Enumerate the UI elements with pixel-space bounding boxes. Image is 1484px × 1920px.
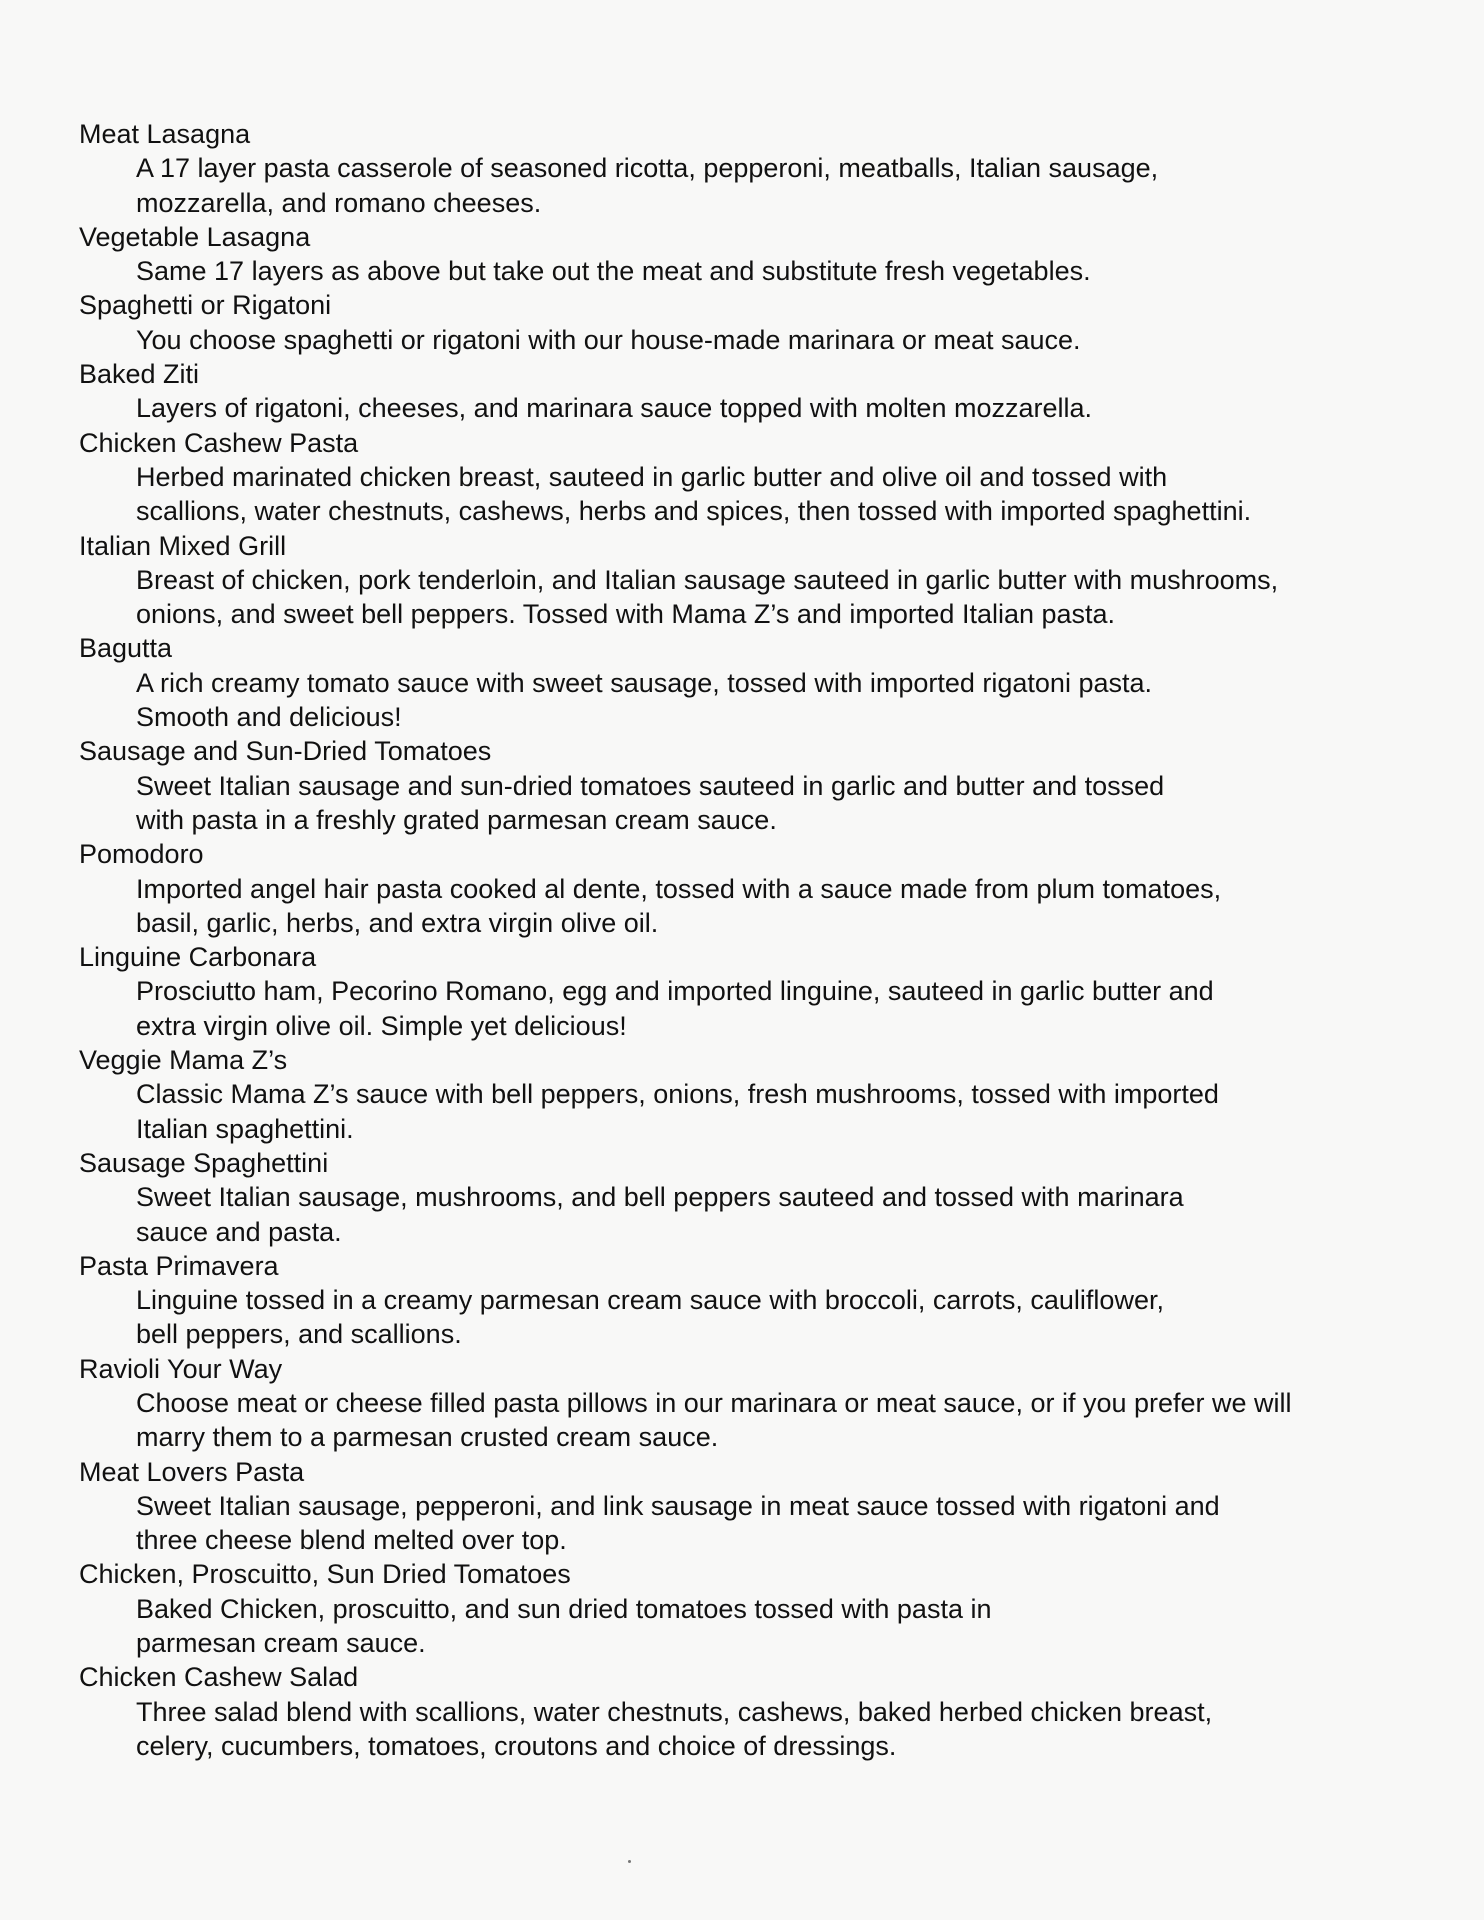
item-description: Choose meat or cheese filled pasta pillows in our marinara or meat sauce, or if you prefer we will marry them to a parmesan crusted cream sauce. [136, 1387, 1292, 1453]
menu-item [79, 631, 1419, 734]
item-description: Sweet Italian sausage and sun-dried tomatoes sauteed in garlic and butter and tossed with pasta in a freshly grated parmesan cream sauce. [136, 770, 1165, 835]
menu-item [79, 1352, 1419, 1455]
item-name: Sausage Spaghettini [79, 1147, 329, 1178]
item-name: Chicken Cashew Salad [79, 1662, 359, 1693]
item-description: You choose spaghetti or rigatoni with our house-made marinara or meat sauce. [136, 324, 1081, 355]
menu-item [79, 1455, 1419, 1558]
menu-item [79, 734, 1419, 837]
item-name: Sausage and Sun-Dried Tomatoes [79, 736, 492, 767]
item-description: Classic Mama Z’s sauce with bell peppers, onions, fresh mushrooms, tossed with imported Italian spaghettini. [136, 1079, 1219, 1144]
item-description: Sweet Italian sausage, mushrooms, and bell peppers sauteed and tossed with marinara sauce and pasta. [136, 1182, 1184, 1247]
item-name: Baked Ziti [79, 359, 200, 390]
menu-item [79, 1249, 1419, 1352]
menu-item [79, 529, 1419, 632]
item-name: Pasta Primavera [79, 1250, 279, 1281]
item-description: Layers of rigatoni, cheeses, and marinara sauce topped with molten mozzarella. [136, 393, 1093, 424]
menu-list [79, 117, 1419, 1763]
item-description: Sweet Italian sausage, pepperoni, and link sausage in meat sauce tossed with rigatoni and three cheese blend melted over top. [136, 1490, 1220, 1556]
item-description: Baked Chicken, proscuitto, and sun dried tomatoes tossed with pasta in parmesan cream sauce. [136, 1593, 992, 1659]
item-name: Meat Lovers Pasta [79, 1456, 305, 1487]
menu-item [79, 288, 1419, 357]
menu-item [79, 837, 1419, 940]
menu-item [79, 1043, 1419, 1146]
item-name: Meat Lasagna [79, 119, 251, 149]
item-name: Linguine Carbonara [79, 942, 317, 973]
item-name: Chicken, Proscuitto, Sun Dried Tomatoes [79, 1559, 571, 1590]
item-description: A rich creamy tomato sauce with sweet sausage, tossed with imported rigatoni pasta. Smooth and delicious! [136, 667, 1152, 733]
item-name: Pomodoro [79, 839, 204, 870]
item-name: Spaghetti or Rigatoni [79, 290, 332, 321]
item-name: Veggie Mama Z’s [79, 1045, 288, 1076]
menu-item [79, 1660, 1419, 1763]
item-name: Vegetable Lasagna [79, 221, 311, 252]
item-description: Imported angel hair pasta cooked al dente, tossed with a sauce made from plum tomatoes, basil, garlic, herbs, and extra virgin olive oil. [136, 873, 1222, 938]
menu-item [79, 357, 1419, 426]
item-name: Bagutta [79, 633, 173, 664]
scan-speck [628, 1860, 631, 1863]
item-description: Linguine tossed in a creamy parmesan cream sauce with broccoli, carrots, cauliflower, bell peppers, and scallions. [136, 1285, 1164, 1350]
menu-item [79, 117, 1419, 220]
item-description: Three salad blend with scallions, water chestnuts, cashews, baked herbed chicken breast, celery, cucumbers, tomatoes, croutons and choice of dressings. [136, 1696, 1213, 1761]
item-name: Chicken Cashew Pasta [79, 427, 359, 458]
item-description: A 17 layer pasta casserole of seasoned ricotta, pepperoni, meatballs, Italian sausage, mozzarella, and romano cheeses. [136, 153, 1159, 218]
menu-item [79, 1146, 1419, 1249]
menu-item [79, 220, 1419, 289]
item-description: Prosciutto ham, Pecorino Romano, egg and imported linguine, sauteed in garlic butter and extra virgin olive oil. Simple yet delicious! [136, 976, 1214, 1041]
item-name: Italian Mixed Grill [79, 530, 287, 561]
item-description: Breast of chicken, pork tenderloin, and Italian sausage sauteed in garlic butter with mushrooms, onions, and sweet bell peppers. Tossed with Mama Z’s and imported Italian pasta. [136, 564, 1279, 630]
item-name: Ravioli Your Way [79, 1353, 283, 1384]
menu-item [79, 1557, 1419, 1660]
item-description: Same 17 layers as above but take out the meat and substitute fresh vegetables. [136, 256, 1091, 287]
menu-item [79, 940, 1419, 1043]
menu-item [79, 426, 1419, 529]
item-description: Herbed marinated chicken breast, sauteed in garlic butter and olive oil and tossed with scallions, water chestnuts, cashews, herbs and spices, then tossed with imported spaghettini. [136, 461, 1252, 527]
